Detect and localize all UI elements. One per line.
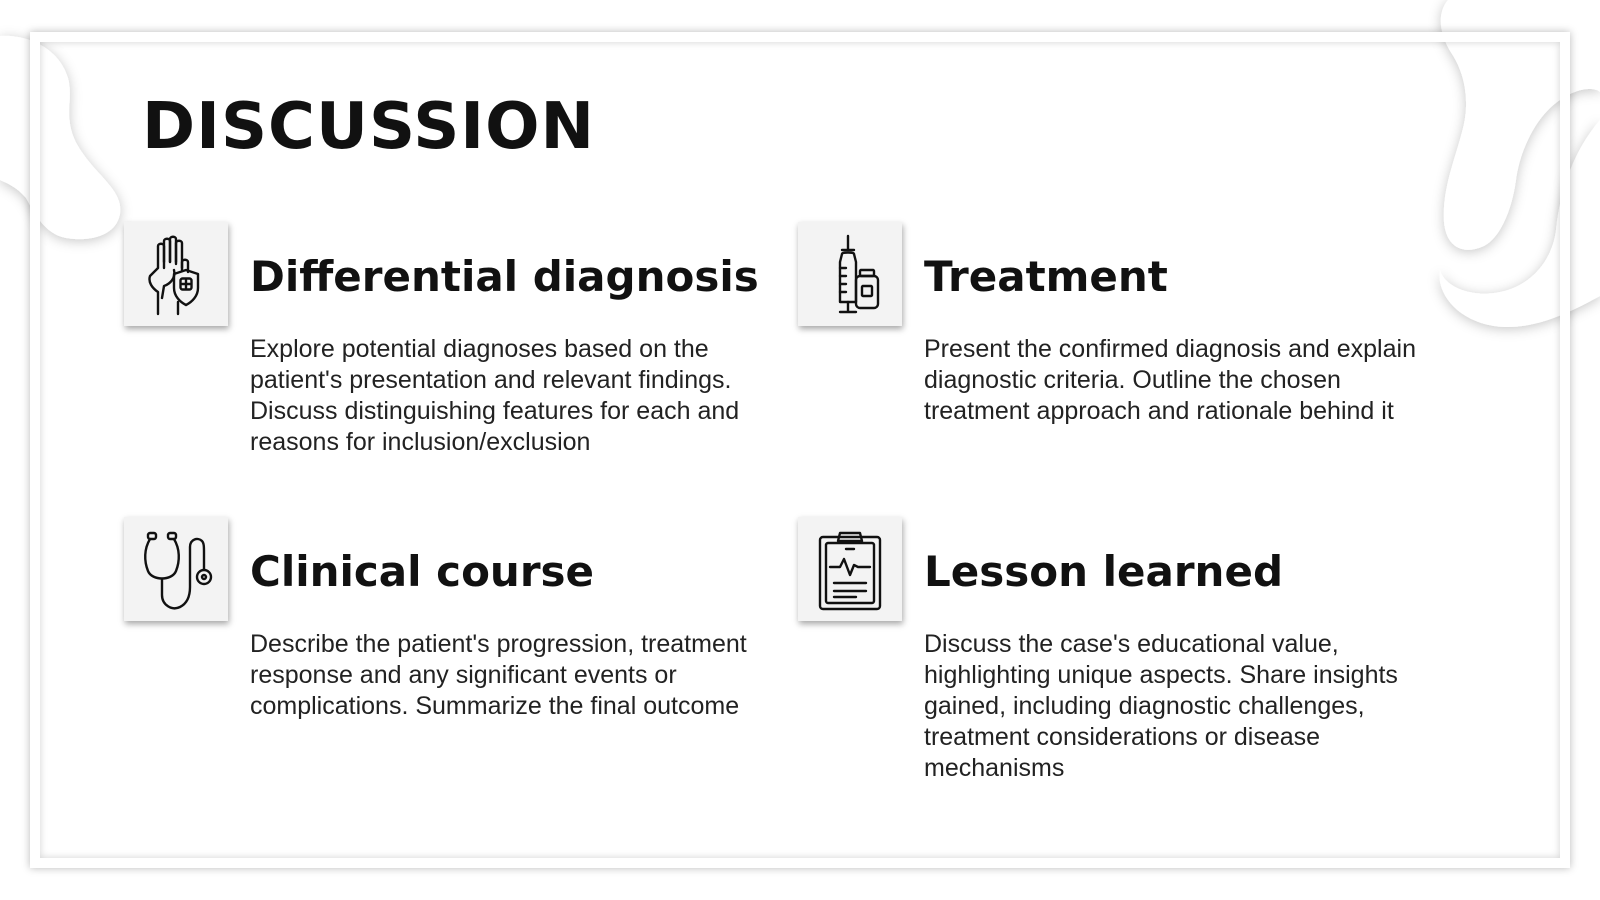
hand-shield-icon <box>124 222 228 326</box>
slide-title: DISCUSSION <box>142 90 596 164</box>
clipboard-heartbeat-icon <box>798 517 902 621</box>
item-description: Explore potential diagnoses based on the patient's presentation and relevant findings. Discuss distinguishing features for each and reasons for inclusion/exclusion <box>250 335 740 456</box>
syringe-vial-icon <box>798 222 902 326</box>
item-title: Clinical course <box>250 547 595 596</box>
item-description: Discuss the case's educational value, highlighting unique aspects. Share insights gained, including diagnostic challenges, treatment considerations or disease mechanisms <box>924 630 1398 782</box>
item-description: Describe the patient's progression, treatment response and any significant events or complications. Summarize the final outcome <box>250 630 747 720</box>
item-title: Treatment <box>924 252 1168 301</box>
item-title: Lesson learned <box>924 547 1284 596</box>
item-title: Differential diagnosis <box>250 252 759 301</box>
stethoscope-icon <box>124 517 228 621</box>
item-description: Present the confirmed diagnosis and explain diagnostic criteria. Outline the chosen treatment approach and rationale behind it <box>924 335 1416 425</box>
